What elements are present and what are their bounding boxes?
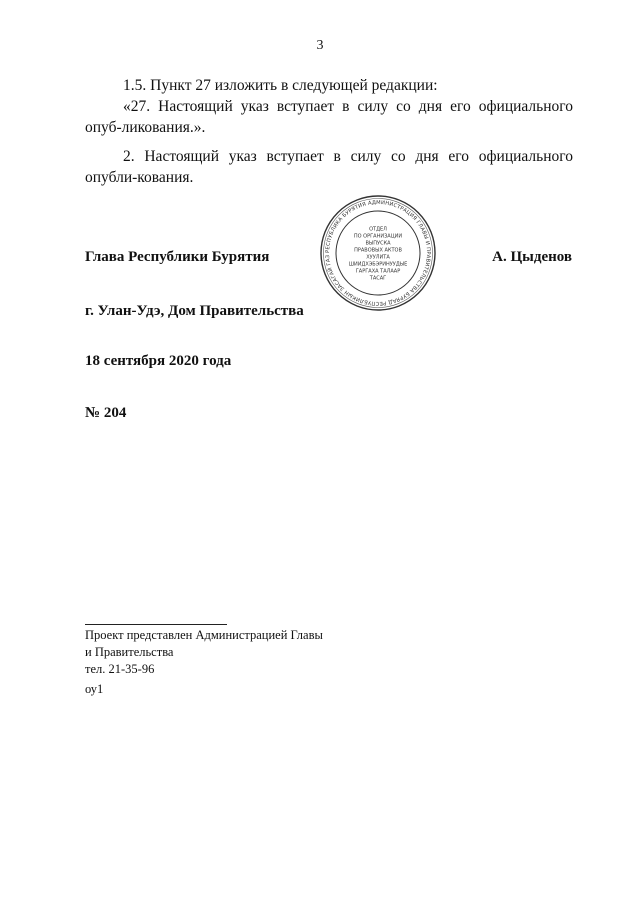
- footnote-line-2: и Правительства: [85, 645, 174, 659]
- seal-center-line: ОТДЕЛ: [369, 226, 387, 233]
- seal-center-line: ХУУЛИТА: [366, 254, 390, 261]
- signatory-title: Глава Республики Бурятия: [85, 249, 270, 265]
- svg-text:РЕСПУБЛИКА БУРЯТИЯ АДМИНИСТРАЦ: РЕСПУБЛИКА БУРЯТИЯ АДМИНИСТРАЦИЯ ГЛАВЫ И ПРАВИТЕЛЬСТВА БУРЯАД РЕСПУБЛИКЫН ЗАСАГАЙ ГАЗ: [324, 199, 432, 307]
- seal-center-line: ТАСАГ: [369, 275, 387, 282]
- seal-center-line: ПО ОРГАНИЗАЦИИ: [353, 233, 403, 240]
- seal-center-line: ГАРГАХА ТАЛААР: [355, 268, 401, 275]
- footnote-line-1: Проект представлен Администрацией Главы: [85, 628, 323, 642]
- page-number: 3: [316, 38, 324, 53]
- signing-date: 18 сентября 2020 года: [85, 353, 232, 369]
- footnote: [85, 627, 323, 678]
- signatory-name: А. Цыденов: [492, 249, 572, 265]
- paragraph-item-2: 2. Настоящий указ вступает в силу со дня его официального опубли-кования.: [85, 148, 573, 186]
- footnote-line-3: тел. 21-35-96: [85, 662, 155, 676]
- official-seal-stamp: [318, 193, 438, 313]
- seal-center-line: ПРАВОВЫХ АКТОВ: [354, 247, 402, 254]
- footnote-divider: [85, 624, 227, 625]
- signing-place: г. Улан-Удэ, Дом Правительства: [85, 303, 304, 319]
- paragraph-item-27: «27. Настоящий указ вступает в силу со дня его официального опуб-ликования.».: [85, 98, 573, 136]
- decree-number: № 204: [85, 405, 127, 421]
- paragraph-item-1-5: 1.5. Пункт 27 изложить в следующей редакции:: [123, 77, 438, 94]
- document-code: оу1: [85, 682, 104, 696]
- seal-center-line: ШИИДХЭБЭРИНУУДЫЕ: [348, 261, 408, 268]
- seal-center-line: ВЫПУСКА: [365, 240, 391, 247]
